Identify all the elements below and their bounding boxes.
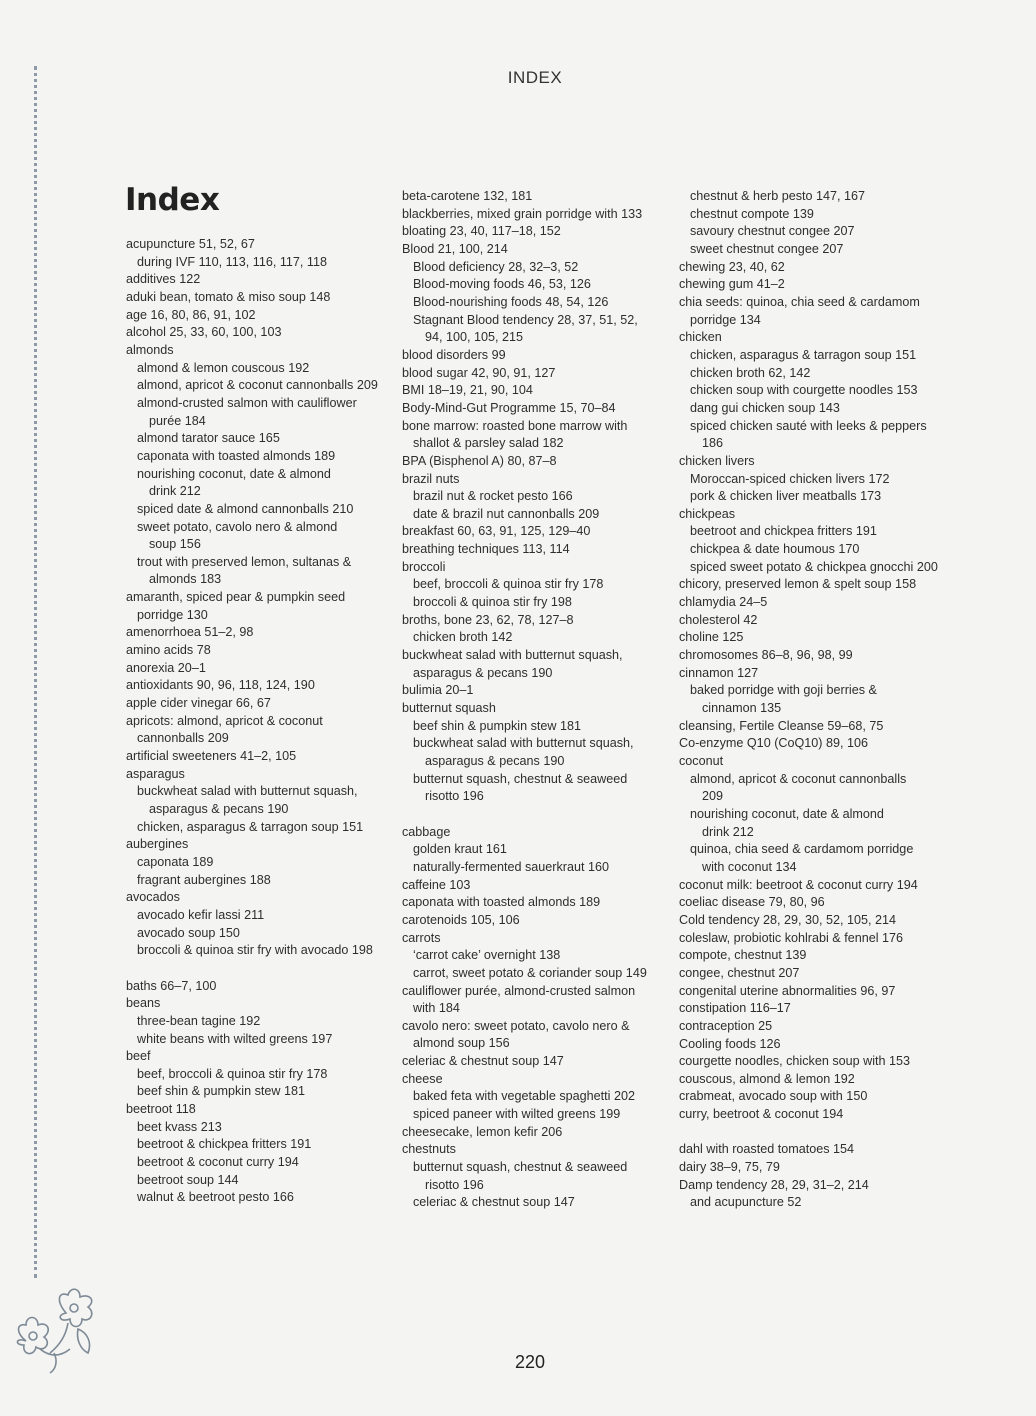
index-entry: caponata with toasted almonds 189 [402, 895, 601, 910]
index-entry: bloating 23, 40, 117–18, 152 [402, 224, 561, 239]
index-entry: choline 125 [679, 630, 744, 645]
index-subentry: golden kraut 161 [413, 842, 507, 857]
index-entry: chia seeds: quinoa, chia seed & cardamom [679, 294, 920, 309]
letter-gap [126, 960, 398, 978]
index-entry: dahl with roasted tomatoes 154 [679, 1142, 855, 1157]
index-entry: asparagus [126, 766, 185, 781]
index-entry: breakfast 60, 63, 91, 125, 129–40 [402, 524, 591, 539]
index-subentry: beetroot & coconut curry 194 [137, 1155, 299, 1170]
index-subentry: butternut squash, chestnut & seaweed [413, 1160, 628, 1175]
index-entry: Co-enzyme Q10 (CoQ10) 89, 106 [679, 736, 868, 751]
index-entry: bone marrow: roasted bone marrow with [402, 418, 628, 433]
index-subentry: almond & lemon couscous 192 [137, 360, 310, 375]
index-subentry: date & brazil nut cannonballs 209 [413, 506, 600, 521]
index-subentry: Blood deficiency 28, 32–3, 52 [413, 259, 579, 274]
index-subentry: Blood-nourishing foods 48, 54, 126 [413, 294, 609, 309]
index-entry: caffeine 103 [402, 877, 471, 892]
index-subentry: celeriac & chestnut soup 147 [413, 1195, 575, 1210]
index-entry: BPA (Bisphenol A) 80, 87–8 [402, 453, 557, 468]
index-entry: contraception 25 [679, 1018, 773, 1033]
index-subentry: beetroot & chickpea fritters 191 [137, 1137, 312, 1152]
index-subentry: buckwheat salad with butternut squash, [137, 784, 358, 799]
index-subentry: dang gui chicken soup 143 [690, 400, 840, 415]
index-entry: broccoli [402, 559, 446, 574]
index-subentry: drink 212 [149, 484, 201, 499]
index-entry: acupuncture 51, 52, 67 [126, 237, 255, 251]
index-subentry: nourishing coconut, date & almond [690, 806, 884, 821]
index-subentry: with 184 [413, 1001, 460, 1016]
index-entry: cinnamon 127 [679, 665, 759, 680]
index-subentry: almonds 183 [149, 572, 222, 587]
index-subentry: Blood-moving foods 46, 53, 126 [413, 277, 591, 292]
index-subentry: beef, broccoli & quinoa stir fry 178 [413, 577, 604, 592]
index-entry: butternut squash [402, 701, 496, 716]
letter-gap [402, 806, 674, 824]
index-subentry: trout with preserved lemon, sultanas & [137, 554, 352, 569]
index-subentry: brazil nut & rocket pesto 166 [413, 489, 573, 504]
index-subentry: nourishing coconut, date & almond [137, 466, 331, 481]
index-column-2 [402, 188, 674, 1212]
index-subentry: 94, 100, 105, 215 [425, 330, 524, 345]
index-subentry: risotto 196 [425, 789, 484, 804]
index-subentry: with coconut 134 [702, 859, 797, 874]
index-entry: blackberries, mixed grain porridge with 133 [402, 206, 643, 221]
index-entry: buckwheat salad with butternut squash, [402, 648, 623, 663]
index-subentry: naturally-fermented sauerkraut 160 [413, 859, 610, 874]
index-entry: carrots [402, 930, 441, 945]
index-subentry: 186 [702, 436, 724, 451]
index-subentry: chestnut compote 139 [690, 206, 814, 221]
index-subentry: savoury chestnut congee 207 [690, 224, 855, 239]
index-entry: Cooling foods 126 [679, 1036, 781, 1051]
running-header: INDEX [507, 68, 563, 87]
index-subentry: beetroot and chickpea fritters 191 [690, 524, 877, 539]
index-subentry: avocado kefir lassi 211 [137, 907, 265, 922]
index-entry: curry, beetroot & coconut 194 [679, 1107, 844, 1122]
index-entry: chewing 23, 40, 62 [679, 259, 785, 274]
index-entry: brazil nuts [402, 471, 460, 486]
index-subentry: porridge 130 [137, 607, 208, 622]
index-subentry: carrot, sweet potato & coriander soup 149 [413, 965, 647, 980]
index-entry: additives 122 [126, 272, 201, 287]
index-entry: cavolo nero: sweet potato, cavolo nero & [402, 1018, 630, 1033]
index-entry: beetroot 118 [126, 1102, 196, 1117]
index-entry: alcohol 25, 33, 60, 100, 103 [126, 325, 282, 340]
index-subentry: drink 212 [702, 824, 754, 839]
index-entry: crabmeat, avocado soup with 150 [679, 1089, 868, 1104]
index-subentry: almond, apricot & coconut cannonballs [690, 771, 907, 786]
index-subentry: ‘carrot cake’ overnight 138 [413, 948, 561, 963]
index-subentry: soup 156 [149, 537, 201, 552]
index-subentry: chickpea & date houmous 170 [690, 542, 860, 557]
index-heading: Index [125, 182, 220, 218]
index-subentry: fragrant aubergines 188 [137, 872, 271, 887]
index-subentry: spiced chicken sauté with leeks & peppers [690, 418, 927, 433]
index-subentry: baked porridge with goji berries & [690, 683, 877, 698]
index-entry: chromosomes 86–8, 96, 98, 99 [679, 648, 853, 663]
index-entry: aubergines [126, 837, 189, 852]
index-entry: amino acids 78 [126, 643, 211, 658]
index-subentry: chicken broth 62, 142 [690, 365, 811, 380]
index-entry: cauliflower purée, almond-crusted salmon [402, 983, 636, 998]
index-entry: constipation 116–17 [679, 1001, 791, 1016]
index-subentry: caponata 189 [137, 854, 214, 869]
index-entry: coconut [679, 754, 724, 768]
index-subentry: almond soup 156 [413, 1036, 510, 1051]
index-entry: Body-Mind-Gut Programme 15, 70–84 [402, 400, 616, 415]
index-subentry: three-bean tagine 192 [137, 1013, 261, 1028]
index-entry: anorexia 20–1 [126, 660, 206, 675]
index-subentry: caponata with toasted almonds 189 [137, 448, 336, 463]
index-subentry: quinoa, chia seed & cardamom porridge [690, 842, 914, 857]
index-entry: compote, chestnut 139 [679, 948, 807, 963]
index-entry: beans [126, 996, 161, 1011]
index-subentry: buckwheat salad with butternut squash, [413, 736, 634, 751]
index-entry: dairy 38–9, 75, 79 [679, 1160, 780, 1175]
index-entry: chickpeas [679, 506, 736, 521]
index-subentry: white beans with wilted greens 197 [137, 1031, 333, 1046]
index-subentry: sweet chestnut congee 207 [690, 241, 844, 256]
index-subentry: chestnut & herb pesto 147, 167 [690, 189, 866, 203]
index-entry: age 16, 80, 86, 91, 102 [126, 307, 256, 322]
index-entry: amenorrhoea 51–2, 98 [126, 625, 254, 640]
index-column-1 [126, 236, 398, 1207]
index-subentry: asparagus & pecans 190 [425, 754, 565, 768]
index-entry: artificial sweeteners 41–2, 105 [126, 749, 297, 764]
index-entry: avocados [126, 890, 180, 905]
index-entry: broths, bone 23, 62, 78, 127–8 [402, 612, 574, 627]
index-subentry: asparagus & pecans 190 [413, 665, 553, 680]
index-entry: cabbage [402, 824, 451, 839]
dotted-margin-rule [34, 66, 37, 1278]
index-entry: aduki bean, tomato & miso soup 148 [126, 289, 331, 304]
index-entry: blood disorders 99 [402, 347, 506, 362]
index-subentry: almond, apricot & coconut cannonballs 209 [137, 378, 378, 393]
index-entry: apple cider vinegar 66, 67 [126, 696, 271, 711]
index-subentry: spiced paneer with wilted greens 199 [413, 1107, 621, 1122]
index-subentry: almond-crusted salmon with cauliflower [137, 395, 357, 410]
index-subentry: shallot & parsley salad 182 [413, 436, 564, 451]
index-entry: Blood 21, 100, 214 [402, 241, 508, 256]
index-entry: chicory, preserved lemon & spelt soup 158 [679, 577, 917, 592]
index-entry: baths 66–7, 100 [126, 978, 217, 993]
index-subentry: chicken, asparagus & tarragon soup 151 [137, 819, 364, 834]
index-entry: courgette noodles, chicken soup with 153 [679, 1054, 911, 1069]
index-entry: cholesterol 42 [679, 612, 758, 627]
index-subentry: broccoli & quinoa stir fry with avocado 198 [137, 943, 373, 958]
index-entry: Damp tendency 28, 29, 31–2, 214 [679, 1177, 869, 1192]
index-subentry: Moroccan-spiced chicken livers 172 [690, 471, 890, 486]
index-entry: beef [126, 1049, 151, 1064]
index-entry: coconut milk: beetroot & coconut curry 194 [679, 877, 918, 892]
index-subentry: beef, broccoli & quinoa stir fry 178 [137, 1066, 328, 1081]
index-subentry: avocado soup 150 [137, 925, 240, 940]
index-subentry: baked feta with vegetable spaghetti 202 [413, 1089, 635, 1104]
index-entry: Cold tendency 28, 29, 30, 52, 105, 214 [679, 912, 897, 927]
index-entry: almonds [126, 342, 174, 357]
index-subentry: almond tarator sauce 165 [137, 431, 280, 446]
index-subentry: Stagnant Blood tendency 28, 37, 51, 52, [413, 312, 638, 327]
index-entry: celeriac & chestnut soup 147 [402, 1054, 564, 1069]
index-entry: blood sugar 42, 90, 91, 127 [402, 365, 556, 380]
index-subentry: beef shin & pumpkin stew 181 [137, 1084, 306, 1099]
index-entry: congenital uterine abnormalities 96, 97 [679, 983, 896, 998]
index-entry: BMI 18–19, 21, 90, 104 [402, 383, 533, 398]
index-entry: chlamydia 24–5 [679, 595, 768, 610]
index-entry: chewing gum 41–2 [679, 277, 785, 292]
index-subentry: walnut & beetroot pesto 166 [137, 1190, 294, 1205]
index-entry: chicken [679, 330, 722, 345]
index-entry: antioxidants 90, 96, 118, 124, 190 [126, 678, 315, 693]
index-subentry: chicken, asparagus & tarragon soup 151 [690, 347, 917, 362]
index-subentry: chicken broth 142 [413, 630, 513, 645]
index-subentry: beet kvass 213 [137, 1119, 222, 1134]
letter-gap [679, 1124, 951, 1142]
index-subentry: and acupuncture 52 [690, 1195, 802, 1210]
index-subentry: spiced sweet potato & chickpea gnocchi 200 [690, 559, 938, 574]
index-entry: cheese [402, 1071, 443, 1086]
index-entry: cleansing, Fertile Cleanse 59–68, 75 [679, 718, 884, 733]
index-entry: cheesecake, lemon kefir 206 [402, 1124, 563, 1139]
index-subentry: sweet potato, cavolo nero & almond [137, 519, 338, 534]
index-subentry: beef shin & pumpkin stew 181 [413, 718, 582, 733]
index-subentry: pork & chicken liver meatballs 173 [690, 489, 882, 504]
index-subentry: during IVF 110, 113, 116, 117, 118 [137, 254, 327, 269]
index-subentry: broccoli & quinoa stir fry 198 [413, 595, 572, 610]
index-subentry: 209 [702, 789, 724, 804]
index-subentry: chicken soup with courgette noodles 153 [690, 383, 918, 398]
index-subentry: asparagus & pecans 190 [149, 802, 289, 816]
index-entry: amaranth, spiced pear & pumpkin seed [126, 590, 346, 605]
index-subentry: spiced date & almond cannonballs 210 [137, 501, 354, 516]
index-subentry: purée 184 [149, 413, 206, 428]
index-entry: chestnuts [402, 1142, 456, 1157]
index-entry: bulimia 20–1 [402, 683, 474, 698]
index-subentry: beetroot soup 144 [137, 1172, 239, 1187]
index-entry: chicken livers [679, 453, 755, 468]
page-number: 220 [514, 1352, 546, 1372]
index-entry: carotenoids 105, 106 [402, 912, 520, 927]
index-entry: couscous, almond & lemon 192 [679, 1071, 855, 1086]
index-entry: congee, chestnut 207 [679, 965, 800, 980]
index-entry: beta-carotene 132, 181 [402, 189, 533, 203]
index-entry: coleslaw, probiotic kohlrabi & fennel 176 [679, 930, 904, 945]
index-subentry: risotto 196 [425, 1177, 484, 1192]
index-entry: apricots: almond, apricot & coconut [126, 713, 323, 728]
index-subentry: cinnamon 135 [702, 701, 782, 716]
index-entry: coeliac disease 79, 80, 96 [679, 895, 825, 910]
index-column-3 [679, 188, 951, 1212]
index-subentry: butternut squash, chestnut & seaweed [413, 771, 628, 786]
index-subentry: cannonballs 209 [137, 731, 229, 746]
index-subentry: porridge 134 [690, 312, 761, 327]
index-entry: breathing techniques 113, 114 [402, 542, 570, 557]
